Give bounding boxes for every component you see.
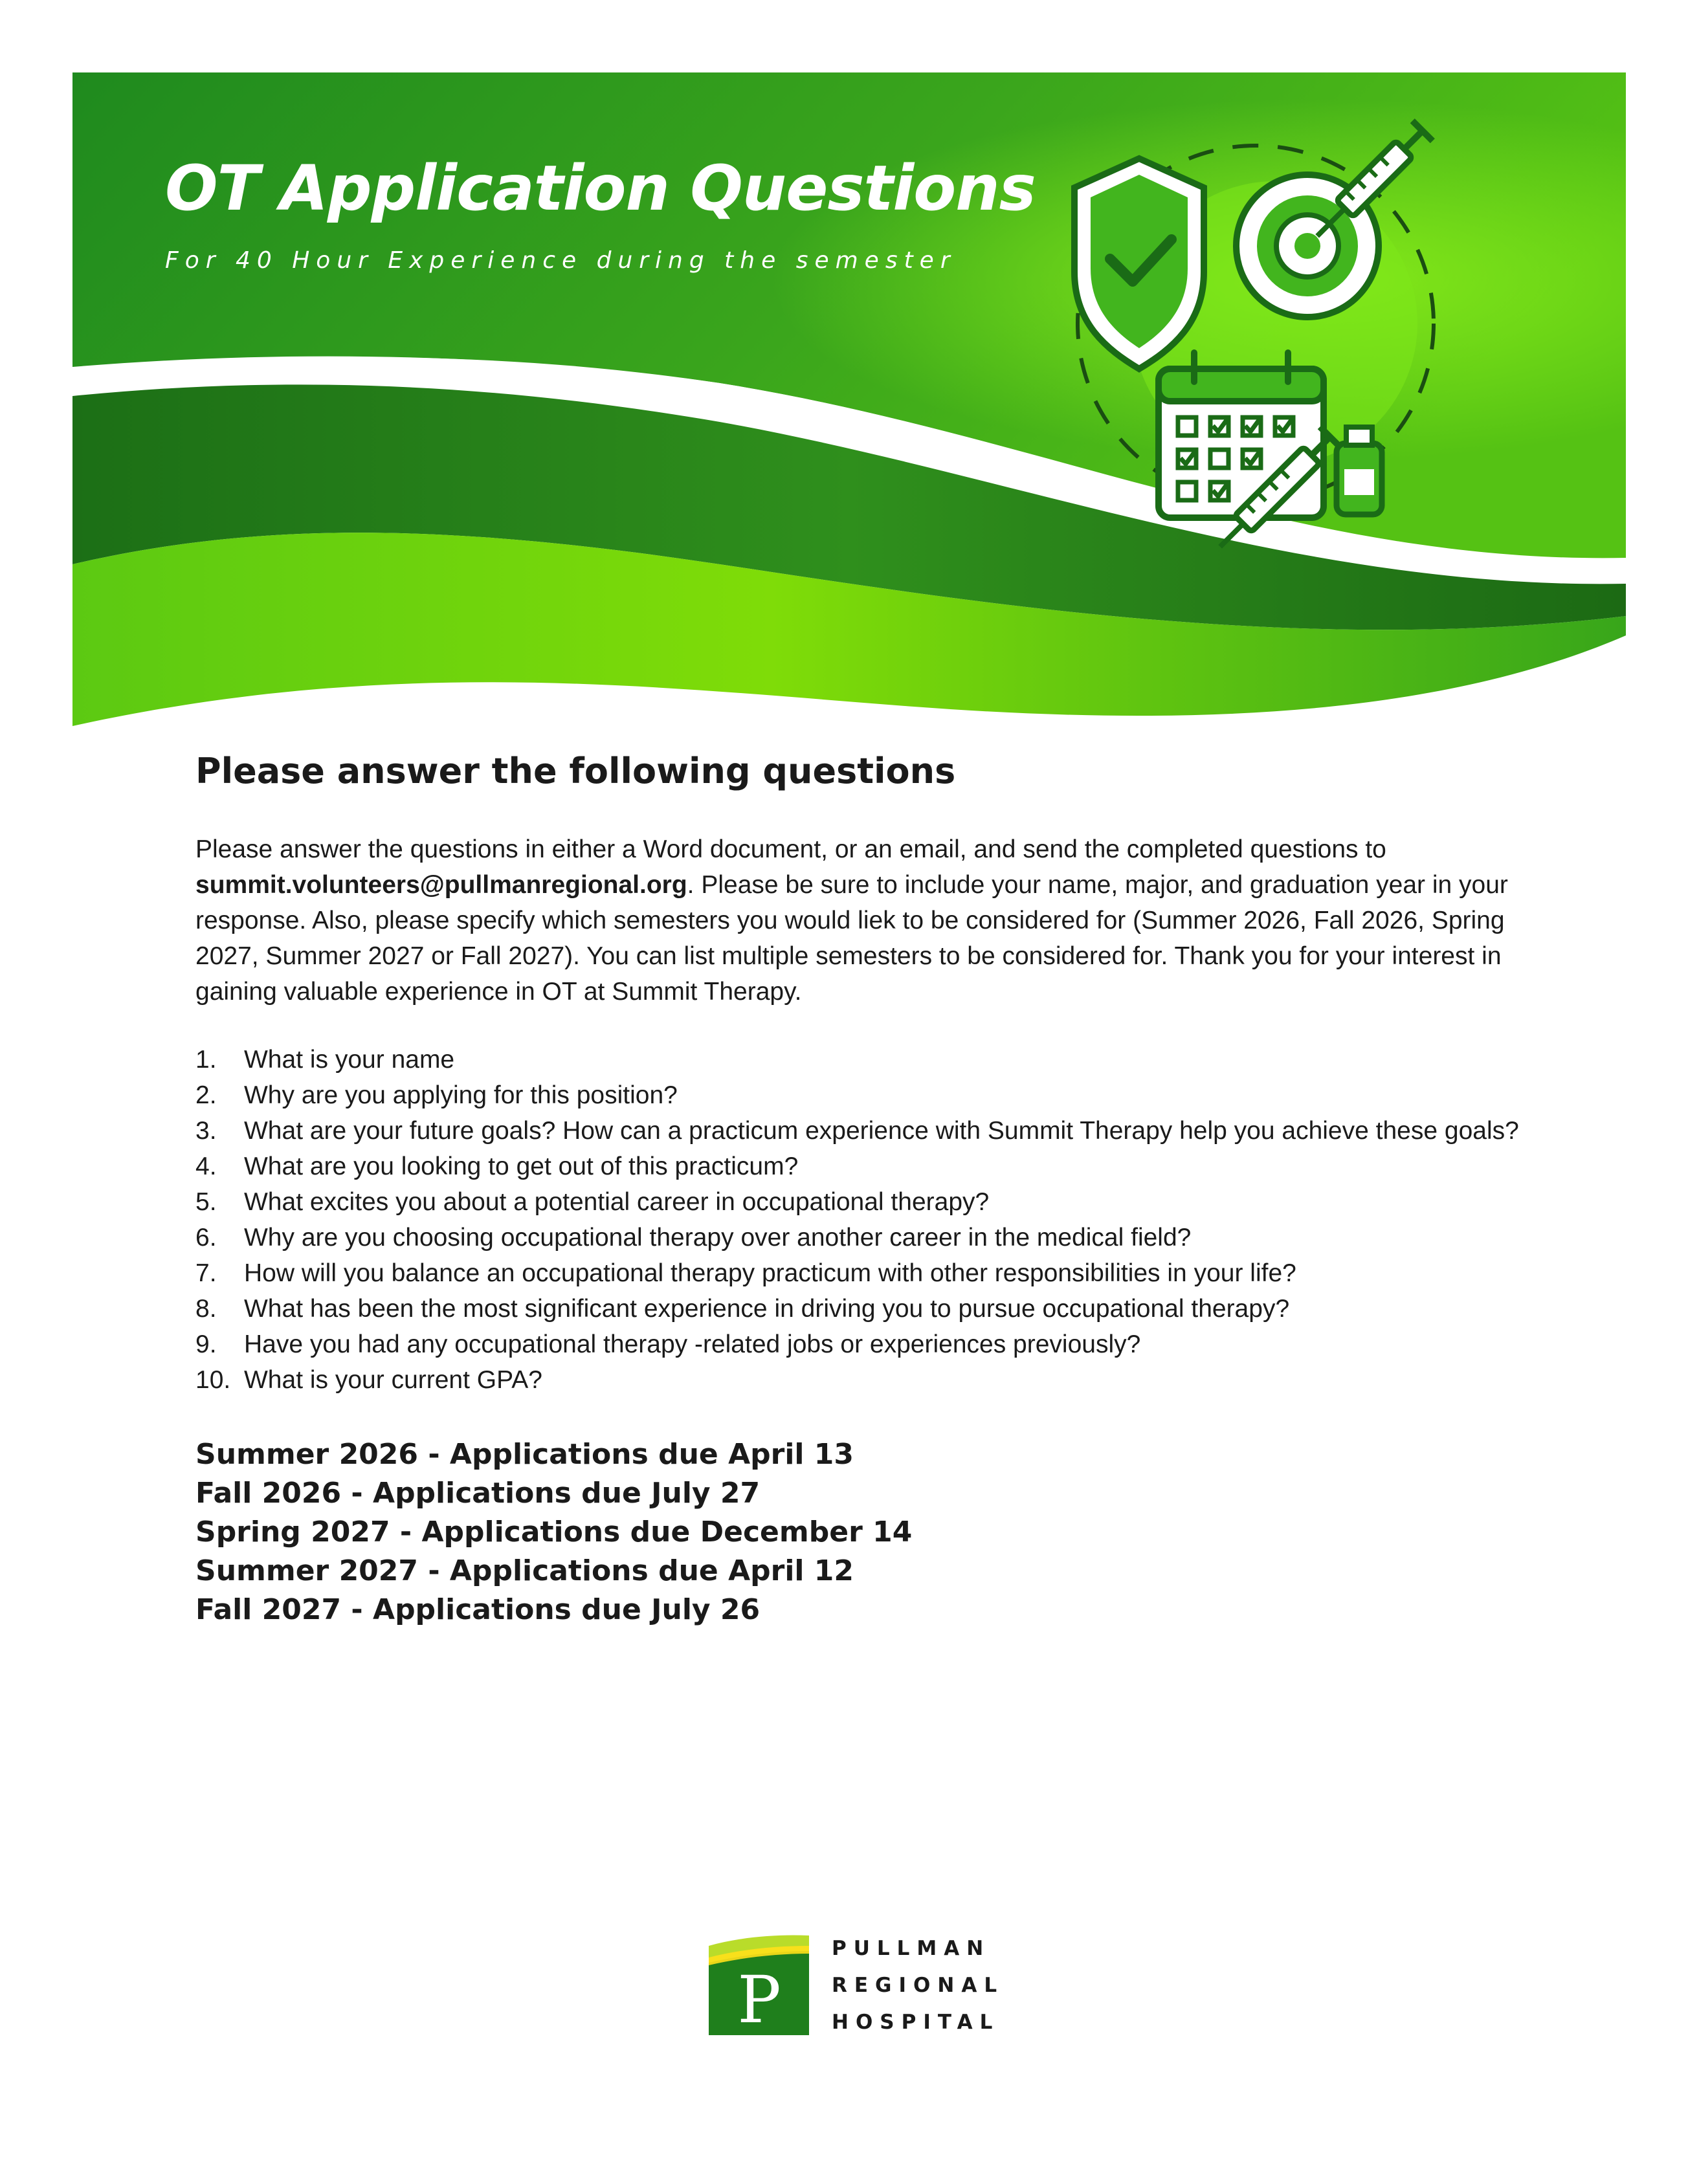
deadline-item: Fall 2027 - Applications due July 26 — [195, 1593, 761, 1626]
hospital-logo — [709, 1932, 1019, 2038]
page-subtitle: For 40 Hour Experience during the semester — [165, 247, 957, 274]
instructions-text-continued: . Please be sure to include your name, major, and graduation year in your response. Also, please specify which semesters you would liek to be considered for (Summer 2026, Fall 2026, Spring 2027, Summer 2027 or Fall 2027). You can list multiple semesters to be considered for. Thank you for your interest in gaining valuable experience in OT at Summit Therapy. — [195, 871, 1508, 1006]
question-item — [195, 1327, 1529, 1362]
instructions-paragraph — [195, 832, 1529, 1009]
logo-wordmark — [832, 1930, 1004, 2041]
question-item — [195, 1042, 1529, 1077]
header-illustration — [1023, 110, 1463, 550]
question-number: 6. — [195, 1224, 217, 1252]
question-text: What are your future goals? How can a practicum experience with Summit Therapy help you achieve these goals? — [244, 1117, 1519, 1145]
question-text: What has been the most significant experience in driving you to pursue occupational therapy? — [244, 1295, 1290, 1323]
question-number: 10. — [195, 1366, 231, 1394]
question-text: What is your current GPA? — [244, 1366, 542, 1394]
question-item — [195, 1362, 1529, 1398]
question-text: Have you had any occupational therapy -related jobs or experiences previously? — [244, 1330, 1141, 1358]
section-heading: Please answer the following questions — [195, 751, 956, 791]
instructions-text: Please answer the questions in either a Word document, or an email, and send the completed questions to — [195, 835, 1386, 863]
question-number: 7. — [195, 1259, 217, 1287]
question-text: Why are you applying for this position? — [244, 1081, 678, 1109]
question-text: What is your name — [244, 1046, 455, 1074]
question-item — [195, 1149, 1529, 1184]
question-number: 2. — [195, 1081, 217, 1109]
question-text: How will you balance an occupational therapy practicum with other responsibilities in your life? — [244, 1259, 1296, 1287]
logo-line: REGIONAL — [832, 1974, 1005, 1997]
question-text: What excites you about a potential career in occupational therapy? — [244, 1188, 990, 1216]
question-number: 4. — [195, 1153, 217, 1180]
calendar-checklist-icon — [1159, 353, 1324, 518]
question-text: Why are you choosing occupational therapy over another career in the medical field? — [244, 1224, 1192, 1252]
question-item — [195, 1220, 1529, 1255]
logo-mark-icon — [709, 1932, 809, 2035]
question-item — [195, 1291, 1529, 1327]
question-item — [195, 1077, 1529, 1113]
deadline-item: Summer 2026 - Applications due April 13 — [195, 1438, 854, 1471]
logo-line: PULLMAN — [832, 1937, 991, 1960]
main-content — [195, 751, 1529, 1629]
deadline-item: Fall 2026 - Applications due July 27 — [195, 1477, 761, 1510]
question-number: 8. — [195, 1295, 217, 1323]
question-number: 3. — [195, 1117, 217, 1145]
email-link[interactable]: summit.volunteers@pullmanregional.org — [195, 871, 687, 899]
logo-line: HOSPITAL — [832, 2011, 1000, 2034]
questions-list — [195, 1042, 1529, 1398]
question-text: What are you looking to get out of this practicum? — [244, 1153, 799, 1180]
question-number: 9. — [195, 1330, 217, 1358]
page-title: OT Application Questions — [165, 152, 1036, 225]
deadlines-list — [195, 1435, 1529, 1629]
question-item — [195, 1255, 1529, 1291]
question-item — [195, 1113, 1529, 1149]
question-number: 5. — [195, 1188, 217, 1216]
question-number: 1. — [195, 1046, 217, 1074]
deadline-item: Summer 2027 - Applications due April 12 — [195, 1554, 854, 1587]
logo-letter: P — [737, 1962, 781, 2035]
question-item — [195, 1184, 1529, 1220]
deadline-item: Spring 2027 - Applications due December 14 — [195, 1516, 913, 1549]
